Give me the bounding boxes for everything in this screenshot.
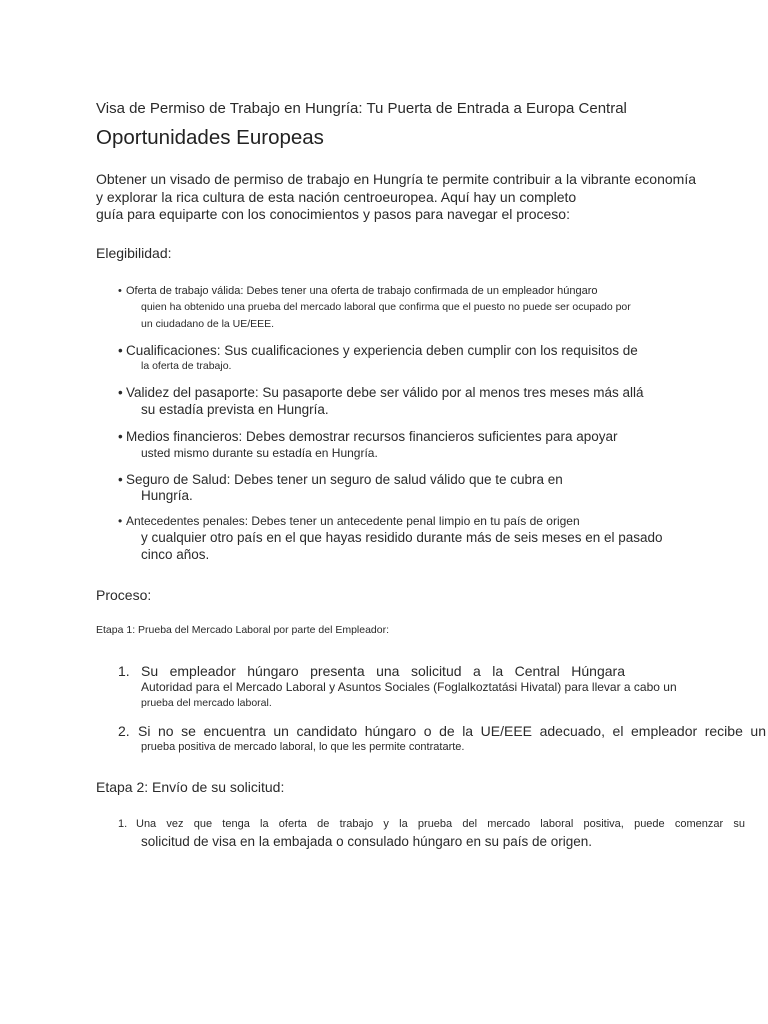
bullet-icon: • — [118, 385, 123, 400]
intro-line: Obtener un visado de permiso de trabajo en Hungría te permite contribuir a la vibrante economía — [96, 171, 697, 187]
item-number: 1. — [118, 818, 128, 830]
bullet-icon: • — [118, 514, 123, 528]
intro-line: y explorar la rica cultura de esta nación centroeuropea. Aquí hay un completo — [96, 189, 577, 205]
item-line: Antecedentes penales: Debes tener un antecedente penal limpio en tu país de origen — [126, 514, 580, 528]
process-heading: Proceso: — [96, 587, 152, 603]
item-line: un ciudadano de la UE/EEE. — [141, 318, 275, 330]
bullet-icon: • — [118, 285, 122, 297]
intro-line: guía para equiparte con los conocimientos y pasos para navegar el proceso: — [96, 206, 570, 222]
item-line: y cualquier otro país en el que hayas residido durante más de seis meses en el pasado — [141, 530, 663, 545]
page-heading: Oportunidades Europeas — [96, 126, 324, 149]
eligibility-heading: Elegibilidad: — [96, 245, 172, 261]
item-line: Seguro de Salud: Debes tener un seguro de salud válido que te cubra en — [126, 472, 563, 487]
item-line: Oferta de trabajo válida: Debes tener una oferta de trabajo confirmada de un empleador húngaro — [126, 285, 598, 297]
item-line: la oferta de trabajo. — [141, 360, 232, 372]
item-line: prueba positiva de mercado laboral, lo que les permite contratarte. — [141, 741, 465, 753]
item-line: Si no se encuentra un candidato húngaro o de la UE/EEE adecuado, el empleador recibe un — [138, 723, 766, 739]
item-line: solicitud de visa en la embajada o consulado húngaro en su país de origen. — [141, 834, 593, 849]
bullet-icon: • — [118, 343, 123, 358]
item-line: Medios financieros: Debes demostrar recursos financieros suficientes para apoyar — [126, 429, 618, 444]
item-line: quien ha obtenido una prueba del mercado laboral que confirma que el puesto no puede ser ocupado por — [141, 301, 631, 313]
item-line: Validez del pasaporte: Su pasaporte debe ser válido por al menos tres meses más allá — [126, 385, 644, 400]
item-number: 1. — [118, 663, 130, 679]
bullet-icon: • — [118, 429, 123, 444]
item-number: 2. — [118, 723, 130, 739]
item-line: Una vez que tenga la oferta de trabajo y la prueba del mercado laboral positiva, puede comenzar su — [136, 818, 745, 830]
stage1-heading: Etapa 1: Prueba del Mercado Laboral por parte del Empleador: — [96, 624, 390, 636]
item-line: cinco años. — [141, 547, 210, 562]
item-line: Cualificaciones: Sus cualificaciones y experiencia deben cumplir con los requisitos de — [126, 343, 638, 358]
bullet-icon: • — [118, 472, 123, 487]
item-line: Hungría. — [141, 488, 193, 503]
item-line: Su empleador húngaro presenta una solicitud a la Central Húngara — [141, 663, 625, 679]
item-line: Autoridad para el Mercado Laboral y Asuntos Sociales (Foglalkoztatási Hivatal) para llevar a cabo un — [141, 680, 677, 694]
item-line: prueba del mercado laboral. — [141, 697, 272, 709]
stage2-heading: Etapa 2: Envío de su solicitud: — [96, 779, 285, 795]
item-line: usted mismo durante su estadía en Hungría. — [141, 446, 378, 460]
item-line: su estadía prevista en Hungría. — [141, 402, 329, 417]
document-title: Visa de Permiso de Trabajo en Hungría: Tu Puerta de Entrada a Europa Central — [96, 100, 627, 117]
